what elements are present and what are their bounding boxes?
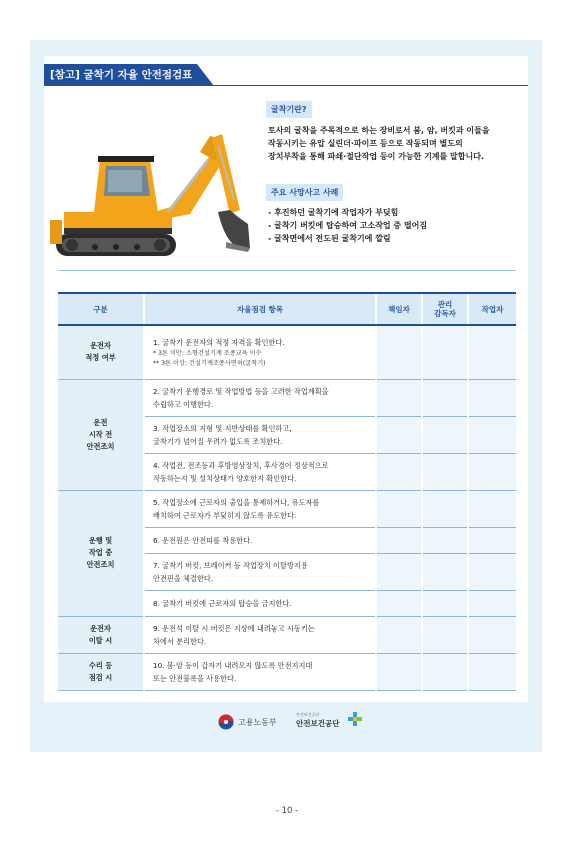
manager-checkbox[interactable] <box>376 453 422 490</box>
category-line: 작업 중 <box>88 548 113 557</box>
category-line: 운전자 <box>90 341 111 351</box>
footer-logos <box>208 712 368 734</box>
category-line: 운전자 <box>90 623 111 633</box>
accident-item: - 굴착면에서 전도된 굴착기에 깔림 <box>268 234 391 243</box>
item-cell <box>144 590 376 616</box>
worker-checkbox[interactable] <box>468 616 516 653</box>
page-number: - 10 - <box>275 806 299 816</box>
item-line: 2. 굴착기 운행경로 및 작업방법 등을 고려한 작업계획을 <box>153 386 329 396</box>
item-cell <box>144 653 376 690</box>
accident-item: - 후진하던 굴착기에 작업자가 부딪힘 <box>268 208 399 217</box>
worker-checkbox[interactable] <box>468 325 516 379</box>
item-line: 5. 작업장소에 근로자의 출입을 통제하거나, 유도자를 <box>153 497 320 507</box>
header-item: 자율점검 항목 <box>144 293 376 325</box>
item-line: 차에서 분리한다. <box>153 636 207 646</box>
supervisor-checkbox[interactable] <box>422 416 468 453</box>
worker-checkbox[interactable] <box>468 416 516 453</box>
supervisor-checkbox[interactable] <box>422 553 468 590</box>
definition-line: 장치부착을 통해 파쇄·절단작업 등이 가능한 기계를 말합니다. <box>268 152 484 161</box>
category-cell <box>58 490 144 616</box>
manager-checkbox[interactable] <box>376 379 422 416</box>
accident-item: - 굴착기 버킷에 탑승하여 고소작업 중 떨어짐 <box>268 221 428 230</box>
manager-checkbox[interactable] <box>376 325 422 379</box>
definition-label: 굴착기란? <box>266 101 312 118</box>
item-note: ** 3톤 이상: 건설기계조종사면허(굴착기) <box>153 359 266 367</box>
category-line: 점검 시 <box>88 672 113 682</box>
manager-checkbox[interactable] <box>376 616 422 653</box>
table-row <box>58 325 516 379</box>
category-cell <box>58 325 144 379</box>
item-cell <box>144 416 376 453</box>
document-panel <box>30 40 542 752</box>
item-line: 안전핀을 체결한다. <box>153 573 214 583</box>
section-divider <box>58 270 516 271</box>
manager-checkbox[interactable] <box>376 653 422 690</box>
supervisor-checkbox[interactable] <box>422 379 468 416</box>
item-line: 작동하는지 및 설치상태가 양호한지 확인한다. <box>153 473 297 483</box>
category-line: 운행 및 <box>88 536 113 545</box>
category-line: 운전 <box>93 417 108 427</box>
supervisor-checkbox[interactable] <box>422 490 468 527</box>
checklist-table <box>58 292 516 691</box>
item-line: 8. 굴착기 버킷에 근로자의 탑승을 금지한다. <box>153 598 292 608</box>
item-line: 4. 작업전, 전조등과 후방영상장치, 후사경이 정상적으로 <box>153 460 329 470</box>
agency-cross-icon <box>348 712 362 726</box>
category-line: 시작 전 <box>88 429 113 439</box>
definition-line: 토사의 굴착을 주목적으로 하는 장비로서 붐, 암, 버킷과 이들을 <box>268 126 490 135</box>
table-row <box>58 616 516 653</box>
item-line: 3. 작업장소의 지형 및 지반상태를 확인하고, <box>153 423 292 433</box>
manager-checkbox[interactable] <box>376 590 422 616</box>
supervisor-checkbox[interactable] <box>422 325 468 379</box>
item-line: 또는 안전블록을 사용한다. <box>153 673 237 683</box>
item-cell <box>144 527 376 553</box>
manager-checkbox[interactable] <box>376 553 422 590</box>
table-row <box>58 490 516 527</box>
item-cell <box>144 325 376 379</box>
category-line: 이탈 시 <box>88 635 113 645</box>
item-line: 수립하고 이행한다. <box>153 399 214 409</box>
header-worker: 작업자 <box>468 293 516 325</box>
worker-checkbox[interactable] <box>468 527 516 553</box>
excavator-illustration <box>50 116 250 264</box>
worker-checkbox[interactable] <box>468 453 516 490</box>
item-cell <box>144 616 376 653</box>
agency-name: 안전보건공단 <box>296 719 340 728</box>
item-note: * 3톤 미만: 소형건설기계 조종교육 이수 <box>153 349 262 357</box>
manager-checkbox[interactable] <box>376 416 422 453</box>
worker-checkbox[interactable] <box>468 490 516 527</box>
item-line: 7. 굴착기 버킷, 브레이커 등 작업장치 이탈방지용 <box>153 560 308 570</box>
category-cell <box>58 379 144 490</box>
category-cell <box>58 616 144 653</box>
header-supervisor-line1: 관리 <box>437 300 453 309</box>
supervisor-checkbox[interactable] <box>422 590 468 616</box>
item-line: 배치하여 근로자가 부딪히지 않도록 유도한다. <box>153 510 297 520</box>
item-cell <box>144 453 376 490</box>
accidents-list <box>268 206 427 245</box>
item-line: 1. 굴착기 운전자의 적정 자격을 확인한다. <box>153 337 285 347</box>
header-category: 구분 <box>58 293 144 325</box>
header-manager: 책임자 <box>376 293 422 325</box>
category-line: 적정 여부 <box>85 353 116 363</box>
supervisor-checkbox[interactable] <box>422 616 468 653</box>
item-line: 10. 붐·암 등이 갑자기 내려오지 않도록 안전지지대 <box>153 660 313 670</box>
table-header-row <box>58 293 516 325</box>
header-supervisor-line2: 감독자 <box>434 309 456 318</box>
supervisor-checkbox[interactable] <box>422 653 468 690</box>
manager-checkbox[interactable] <box>376 490 422 527</box>
item-cell <box>144 553 376 590</box>
manager-checkbox[interactable] <box>376 527 422 553</box>
accidents-label: 주요 사망사고 사례 <box>266 184 343 201</box>
ministry-logo-icon <box>218 714 234 730</box>
table-row <box>58 379 516 416</box>
category-line: 수리 등 <box>88 660 113 670</box>
category-cell <box>58 653 144 690</box>
worker-checkbox[interactable] <box>468 553 516 590</box>
definition-text <box>268 124 490 163</box>
item-line: 9. 운전석 이탈 시 버킷은 지상에 내려놓고 시동키는 <box>153 623 315 633</box>
item-line: 굴착기가 넘어질 우려가 없도록 조치한다. <box>153 436 283 446</box>
agency-small-text: 안전보건공단 <box>296 712 320 717</box>
worker-checkbox[interactable] <box>468 379 516 416</box>
definition-line: 작동시키는 유압 실린더·파이프 등으로 작동되며 별도의 <box>268 139 463 148</box>
category-line: 안전조치 <box>86 560 115 569</box>
supervisor-checkbox[interactable] <box>422 527 468 553</box>
supervisor-checkbox[interactable] <box>422 453 468 490</box>
ministry-name: 고용노동부 <box>238 718 277 727</box>
table-row <box>58 653 516 690</box>
category-line: 안전조치 <box>86 441 115 451</box>
page-title: [참고] 굴착기 자율 안전점검표 <box>50 69 193 81</box>
title-underline <box>204 85 528 86</box>
item-line: 6. 운전원은 안전띠를 착용한다. <box>153 535 253 545</box>
checklist-card <box>44 56 528 702</box>
worker-checkbox[interactable] <box>468 653 516 690</box>
header-supervisor <box>422 293 468 325</box>
item-cell <box>144 379 376 416</box>
item-cell <box>144 490 376 527</box>
worker-checkbox[interactable] <box>468 590 516 616</box>
